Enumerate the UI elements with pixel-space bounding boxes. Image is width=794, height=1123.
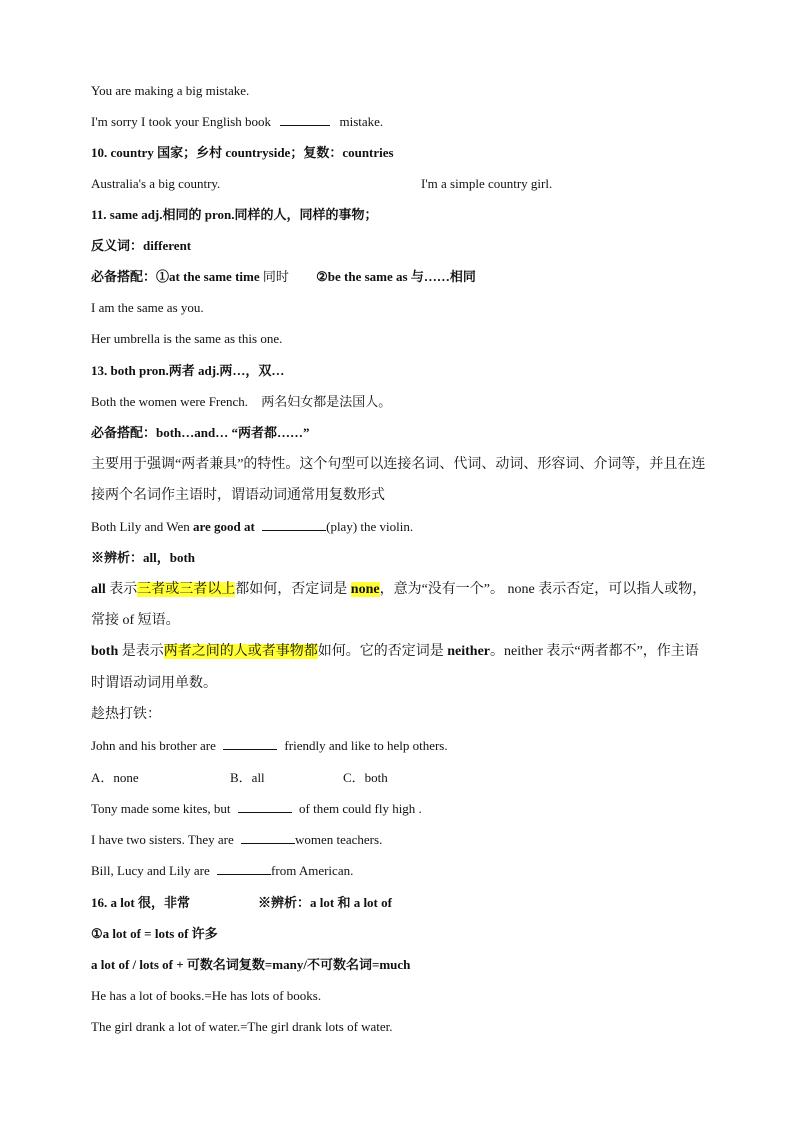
exercise-sentence [91,737,704,755]
sentence-text: Both the women were French. [91,394,249,409]
sentence-text: Bill, Lucy and Lily are [91,863,210,878]
explanation-line [91,581,707,599]
explanation-text: 常接 of 短语。 [91,613,180,628]
collocation-text: 必备搭配：both…and… “两者都……” [91,425,310,440]
heading-text: 11. same adj.相同的 pron.同样的人，同样的事物； [91,207,378,222]
explanation-line [91,643,704,661]
vocab-heading-same [91,206,704,224]
collocation-meaning: 同时 [262,269,289,284]
sentence-text: The girl drank a lot of water.=The girl drank lots of water. [91,1019,393,1034]
fill-blank-sentence [91,518,704,536]
explanation-text: 接两个名词作主语时，谓语动词通常用复数形式 [91,488,385,503]
explanation-line [91,456,704,474]
keyword-neither: neither [447,644,490,659]
collocation-text: ②be the same as 与……相同 [316,269,476,284]
sentence-text: He has a lot of books.=He has lots of books. [91,988,322,1003]
keyword-none: none [350,582,380,597]
sentence-text: I'm sorry I took your English book [91,114,271,129]
sentence-text: women teachers. [294,832,383,847]
sentence-text: You are making a big mistake. [91,83,250,98]
fill-blank-sentence [91,113,704,131]
vocab-heading-a-lot [91,894,704,912]
answer-blank[interactable] [217,862,271,875]
example-sentence [91,1018,704,1036]
explanation-text: 。neither 表示“两者都不”，作主语 [490,644,699,659]
explanation-text: 时谓语动词用单数。 [91,676,217,691]
answer-blank[interactable] [223,737,277,750]
answer-blank[interactable] [280,113,330,126]
vocab-heading-both [91,362,704,380]
heading-text: 10. country 国家；乡村 countryside；复数：countries [91,145,394,160]
example-sentence [91,299,704,317]
keyword-both: both [91,644,119,659]
sentence-text: I'm a simple country girl. [421,176,553,191]
sentence-text: friendly and like to help others. [284,738,448,753]
keyword-all: all [91,582,106,597]
sentence-text: Tony made some kites, but [91,801,231,816]
explanation-text: 是表示 [121,644,164,659]
sentence-text: Australia's a big country. [91,176,221,191]
example-sentence [91,987,704,1005]
example-sentence [91,393,704,411]
option-c[interactable]: C．both [343,770,388,785]
example-sentence [91,175,704,193]
highlighted-text: 两者之间的人或者事物都 [163,644,318,659]
usage-line [91,925,704,943]
explanation-text: 都如何，否定词是 [235,582,348,597]
usage-text: ①a lot of = lots of 许多 [91,926,218,941]
sentence-text: from American. [271,863,354,878]
highlighted-text: 三者或三者以上 [137,582,236,597]
exercise-sentence [91,831,704,849]
usage-line [91,956,704,974]
sentence-bold-text: are good at [192,519,255,534]
example-sentence [91,330,704,348]
analysis-heading [91,549,704,567]
option-b[interactable]: B．all [230,770,265,785]
sentence-text: Her umbrella is the same as this one. [91,331,283,346]
analysis-text: ※辨析：a lot 和 a lot of [258,895,392,910]
exercise-sentence [91,862,704,880]
example-sentence [91,82,704,100]
sentence-text: I have two sisters. They are [91,832,234,847]
sentence-text: John and his brother are [91,738,216,753]
sentence-text: mistake. [339,114,384,129]
answer-blank[interactable] [238,800,292,813]
practice-text: 趁热打铁： [91,707,161,722]
analysis-text: ※辨析：all，both [91,550,196,565]
practice-heading [91,706,704,724]
answer-blank[interactable] [241,831,295,844]
option-a[interactable]: A．none [91,770,139,785]
heading-text: 16. a lot 很，非常 [91,895,190,910]
collocation-line [91,268,704,286]
explanation-line [91,487,704,505]
explanation-text: 表示 [109,582,138,597]
explanation-text: 主要用于强调“两者兼具”的特性。这个句型可以连接名词、代词、动词、形容词、介词等，并且在连 [91,457,706,472]
sentence-text: Both Lily and Wen [91,519,190,534]
explanation-text: ，意为“没有一个”。 none 表示否定，可以指人或物， [379,582,707,597]
exercise-sentence [91,800,704,818]
sentence-text: of them could fly high . [299,801,422,816]
explanation-line [91,612,704,630]
sentence-text: (play) the violin. [326,519,414,534]
usage-text: a lot of / lots of + 可数名词复数=many/不可数名词=much [91,957,411,972]
sentence-text: I am the same as you. [91,300,204,315]
collocation-line [91,424,704,442]
translation-text: 两名妇女都是法国人。 [261,394,392,409]
explanation-line [91,675,704,693]
vocab-heading-country [91,144,704,162]
antonym-line [91,237,704,255]
collocation-text: 必备搭配：①at the same time [91,269,260,284]
answer-blank[interactable] [262,518,326,531]
explanation-text: 如何。它的否定词是 [317,644,444,659]
heading-text: 13. both pron.两者 adj.两…，双… [91,363,285,378]
choice-options [91,769,704,787]
antonym-text: 反义词：different [91,238,192,253]
